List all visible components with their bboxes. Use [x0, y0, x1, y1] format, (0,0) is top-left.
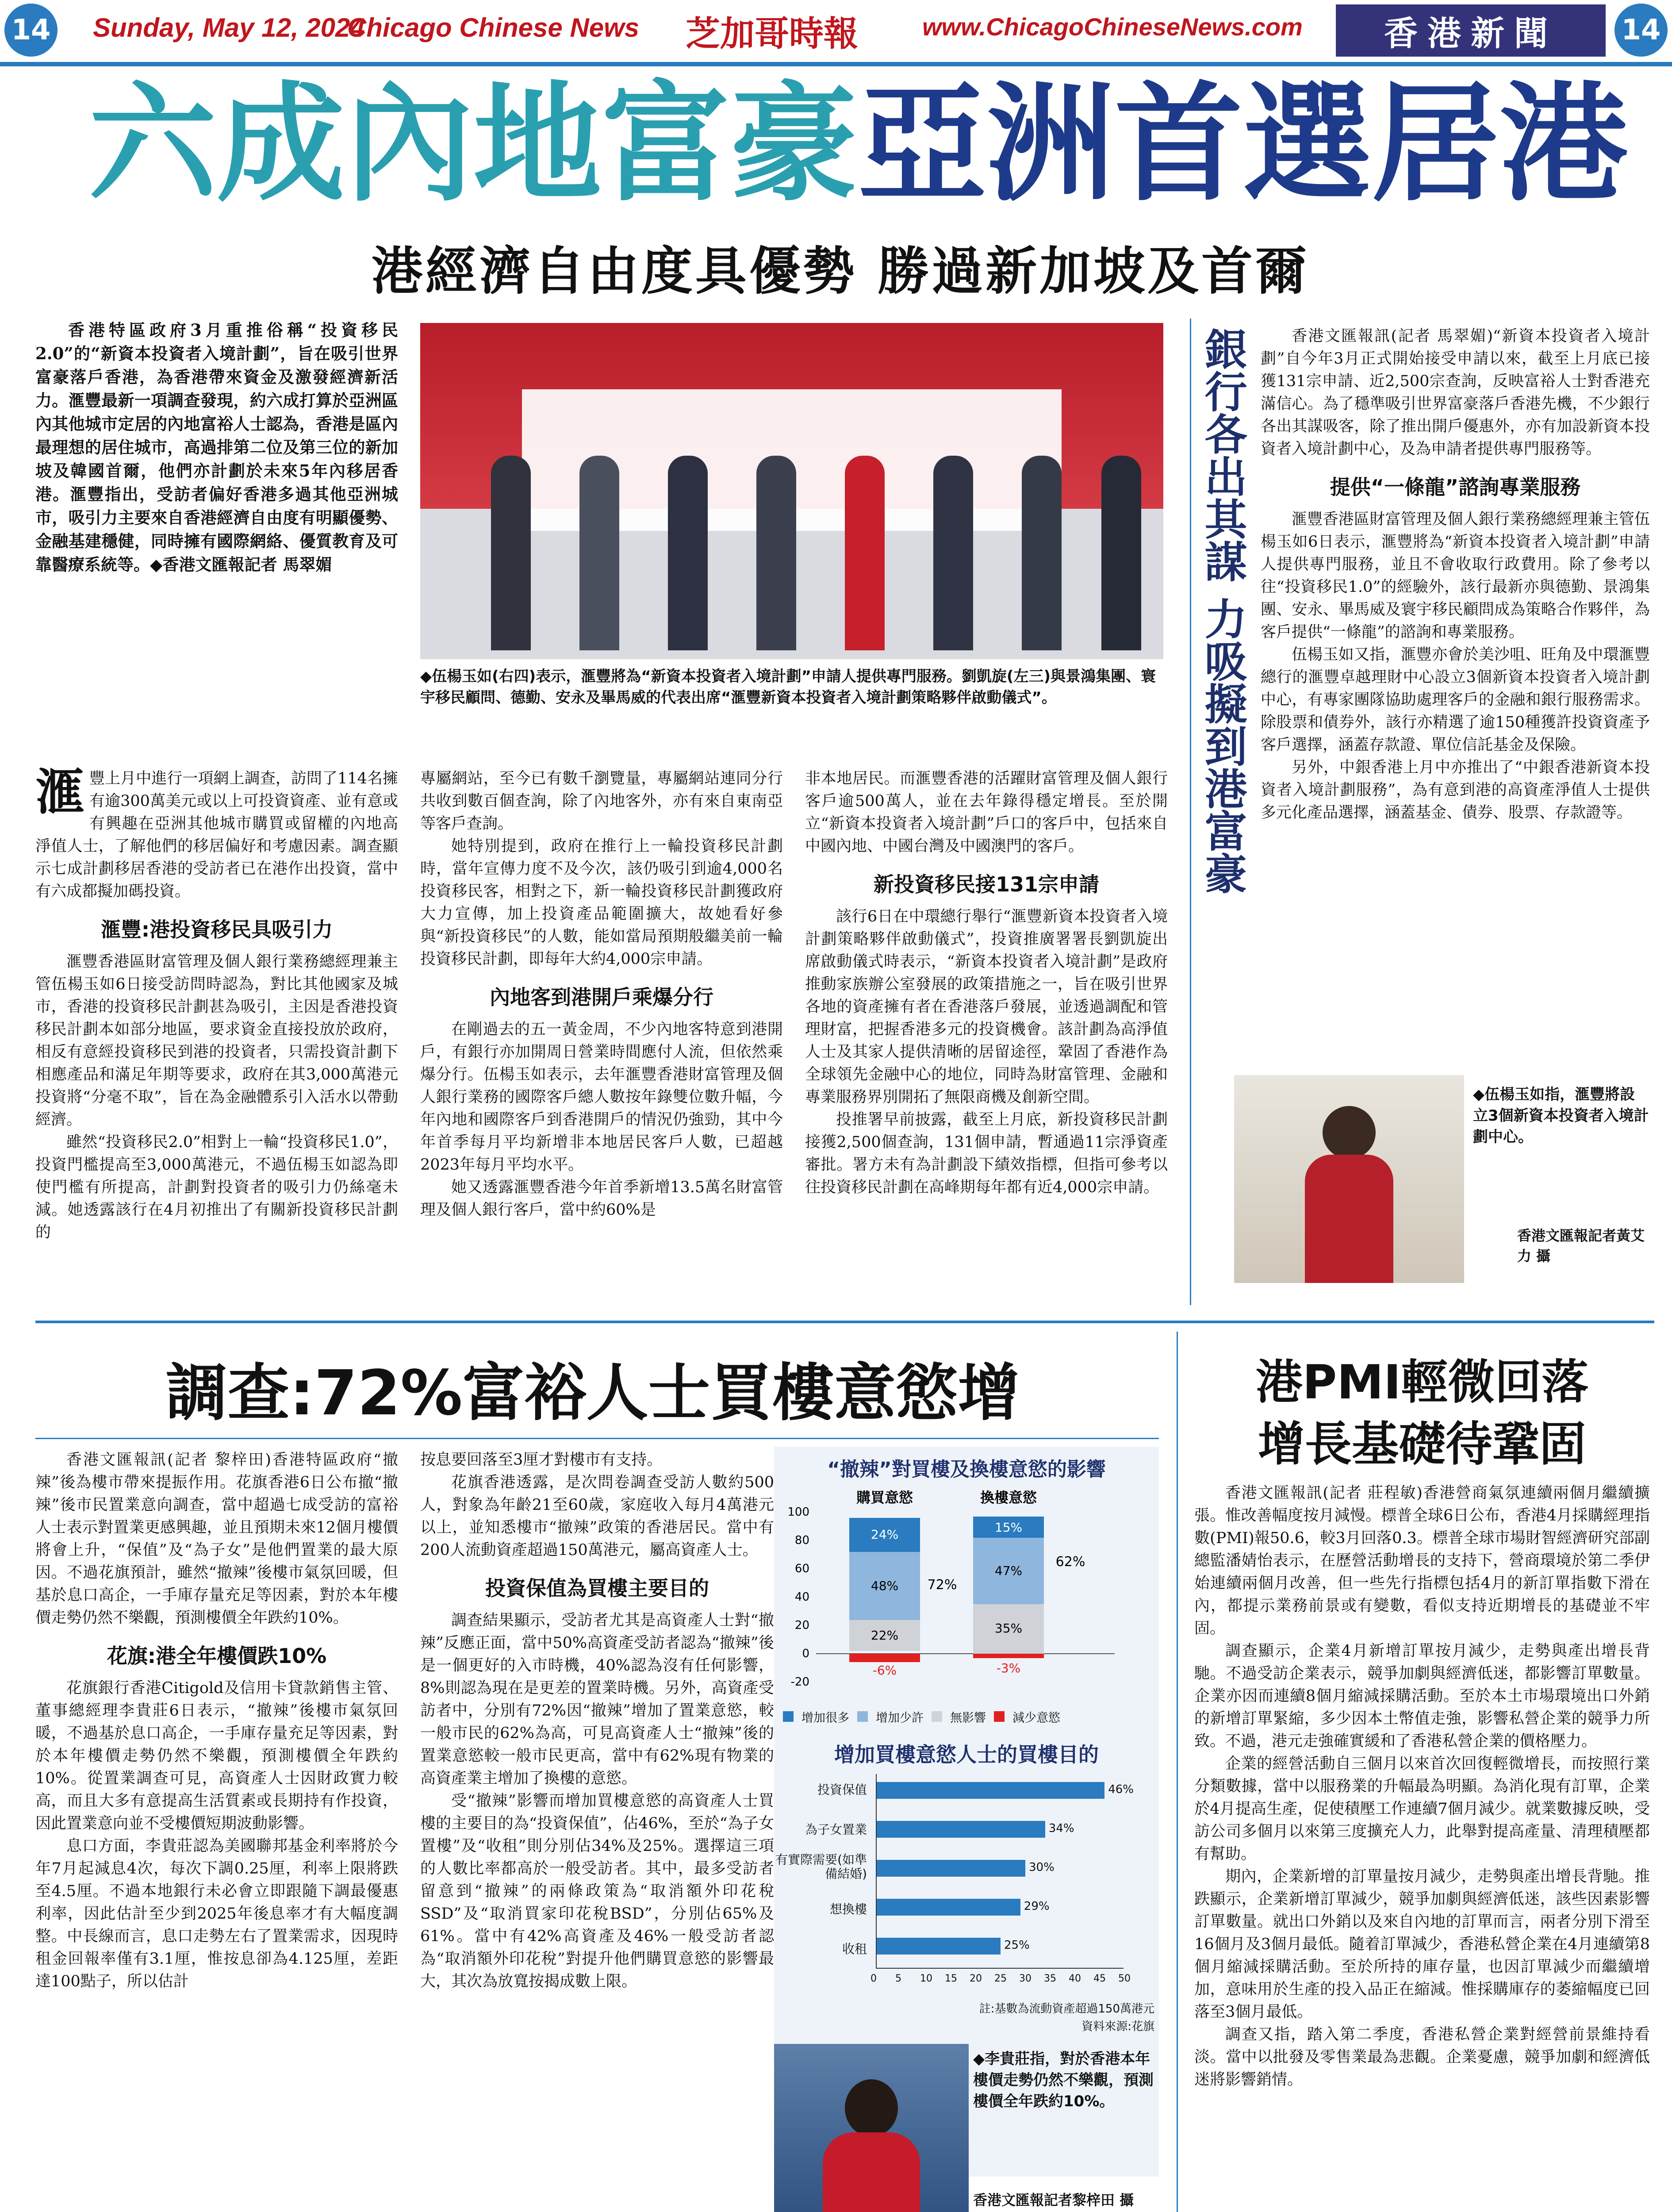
legend-swatch: [994, 1711, 1005, 1722]
chart1-buy-value: 48%: [871, 1578, 899, 1593]
person: [1022, 456, 1062, 650]
chart2-xtick: 20: [970, 1973, 982, 1984]
chart2-xtick: 5: [895, 1973, 901, 1984]
newspaper-name-cn: 芝加哥時報: [686, 14, 859, 54]
chart1-buy-value: 24%: [871, 1527, 899, 1542]
lead-intro-text: 香港特區政府3月重推俗稱“投資移民2.0”的“新資本投資者入境計劃”，旨在吸引世界富豪落戶香港，為香港帶來資金及激發經濟新活力。滙豐最新一項調查發現，約六成打算於亞洲區內其他城市定居的內地富裕人士認為，香港是區內最理想的居住城市，高過排第二位及第三位的新加坡及韓國首爾，他們亦計劃於未來5年內移居香港。滙豐指出，受訪者偏好香港多過其他亞洲城市，吸引力主要來自香港經濟自由度有明顯優勢、金融基建穩健，同時擁有國際網絡、優質教育及可靠醫療系統等。◆香港文匯報記者 馬翠媚: [35, 320, 398, 574]
chart1-ytick: 80: [794, 1534, 809, 1547]
chart1-ytick: 20: [794, 1619, 809, 1632]
pmi-paragraph: 調查又指，踏入第二季度，香港私營企業對經營前景維持看淡。當中以批發及零售業最為悲觀。企業憂慮，競爭加劇和經濟低迷將影響銷情。: [1194, 2026, 1650, 2089]
chart2-source: 資料來源:花旗: [1081, 2020, 1154, 2033]
lead-paragraph: 滙豐香港區財富管理及個人銀行業務總經理兼主管伍楊玉如6日接受訪問時認為，對比其他國家及城市，香港的投資移民計劃甚為吸引，主因是香港投資移民計劃本如部分地區，要求資金直接投放於政府，相反有意經投資移民到港的投資者，只需投資計劃下相應產品和滿足年期等要求，政府在其3,000萬港元投資將“分毫不取”，旨在為金融體系引入活水以帶動經濟。: [35, 953, 398, 1129]
chart2-xtick: 0: [871, 1973, 877, 1984]
side-divider: [1190, 319, 1191, 1305]
drop-cap: 滙: [35, 763, 85, 821]
chart2-bar: [877, 1821, 1045, 1838]
lead-body-col1: [35, 763, 398, 1298]
chart1-swap-value: -3%: [996, 1661, 1021, 1675]
legend-entry: 增加很多: [801, 1711, 849, 1725]
page-number-left: 14: [4, 4, 58, 57]
side-subhead: 提供“一條龍”諮詢專業服務: [1330, 475, 1581, 499]
lead-headline: [88, 69, 1628, 219]
survey-paragraph: 花旗銀行香港Citigold及信用卡貸款銷售主管、董事總經理李貴莊6日表示，“撤辣”後樓市氣氛回暖，不過基於息口高企，一手庫存量充足等因素，對於本年樓價走勢仍然不樂觀，預測樓價全年跌約10%。從置業調查可見，高資產人士因財政實力較高，而且大多有意提高生活質素或長期持有作投資，因此置業意向並不受樓價短期波動影響。: [35, 1679, 398, 1832]
chart1-ytick: 40: [794, 1590, 809, 1604]
chart2-plot: [876, 1774, 1134, 1969]
page-number-right: 14: [1614, 4, 1668, 57]
chart1-buy-value: 22%: [871, 1628, 899, 1643]
person: [756, 456, 796, 650]
chart2-xaxis: [871, 1973, 1131, 1991]
person: [491, 456, 531, 650]
chart2-xtick: 50: [1118, 1973, 1131, 1984]
side-paragraph: 香港文匯報訊(記者 馬翠媚)“新資本投資者入境計劃”自今年3月正式開始接受申請以來，截至上月底已接獲131宗申請、近2,500宗查詢，反映富裕人士對香港充滿信心。為了穩準吸引世界富豪落戶香港先機，不少銀行各出其謀吸客，除了推出開戶優惠外，亦有加設新資本投資者入境計劃中心，及為申請者提供專門服務等。: [1261, 327, 1650, 458]
chart1-buy-label: 購買意慾: [856, 1489, 913, 1506]
chart2-categories: [775, 1774, 871, 1969]
legend-swatch: [783, 1711, 794, 1722]
pmi-headline-1: 港PMI輕微回落: [1255, 1355, 1589, 1409]
pmi-divider: [1177, 1332, 1178, 2212]
lead-paragraph: 在剛過去的五一黃金周，不少內地客特意到港開戶，有銀行亦加開周日營業時間應付人流，但依然乘爆分行。伍楊玉如表示，去年滙豐香港財富管理及個人銀行業務的國際客戶總人數按年錄雙位數升幅，今年內地和國際客戶到香港開戶的情況仍強勁，其中今年首季每月平均新增非本地居民客戶人數，已超越2023年每月平均水平。: [420, 1021, 783, 1174]
lead-paragraph: 專屬網站，至今已有數千瀏覽量，專屬網站連同分行共收到數百個查詢，除了內地客外，亦有來自東南亞等客戶查詢。: [420, 770, 783, 833]
chart1-ytick: 60: [794, 1562, 809, 1575]
chart1-swap-value: 35%: [994, 1621, 1023, 1636]
lead-photo: [420, 323, 1163, 659]
survey-paragraph: 香港文匯報訊(記者 黎梓田)香港特區政府“撤辣”後為樓市帶來提振作用。花旗香港6日公布撤“撤辣”後市民置業意向調查，當中超過七成受訪的富裕人士表示對置業更感興趣，並且預期未來12個月樓價將會上升，“保值”及“為子女”是他們置業的最大原因。不過花旗預計，雖然“撤辣”後樓市氣氛回暖，但基於息口高企，一手庫存量充足等因素，對於本年樓價走勢仍然不樂觀，預測樓價全年跌約10%。: [35, 1451, 398, 1627]
chart2-xtick: 45: [1093, 1973, 1106, 1984]
chart2-category-label: 為子女置業: [805, 1822, 867, 1837]
chart2-title: 增加買樓意慾人士的買樓目的: [834, 1743, 1099, 1767]
lead-paragraph: 非本地居民。而滙豐香港的活躍財富管理及個人銀行客戶逾500萬人，並在去年錄得穩定增長。至於開立“新資本投資者入境計劃”戶口的客戶中，包括來自中國內地、中國台灣及中國澳門的客戶。: [805, 770, 1168, 855]
lead-body-col2: [420, 768, 783, 1298]
chart1-legend: [783, 1705, 1154, 1728]
survey-photo-credit: 香港文匯報記者黎梓田 攝: [973, 2192, 1134, 2208]
survey-subhead-2: 投資保值為買樓主要目的: [485, 1576, 709, 1600]
survey-photo: [774, 2044, 969, 2212]
pmi-paragraph: 香港文匯報訊(記者 莊程敏)香港營商氣氛連續兩個月繼續擴張。惟改善幅度按月減慢。標普全球6日公布，香港4月採購經理指數(PMI)報50.6，較3月回落0.3。標普全球市場財智經濟研究部副總監潘婧怡表示，在歷營活動增長的支持下，營商環境於第二季伊始連續兩個月改善，但一些先行指標包括4月的新訂單指數下滑在內，都提示業務前景或有變數，看似支持近期增長的基礎並不牢固。: [1194, 1484, 1650, 1637]
lead-body-col3: [805, 768, 1168, 1298]
lead-subhead-1: 滙豐:港投資移民具吸引力: [100, 918, 333, 941]
person: [933, 456, 973, 650]
pmi-paragraph: 調查顯示，企業4月新增訂單按月減少，走勢與產出增長背馳。不過受訪企業表示，競爭加劇與經濟低迷，都影響訂單數量。企業亦因而連續8個月縮減採購活動。至於本土市場環境出口外銷的新增訂單緊縮，多少因本土幣值走強，影響私營企業的競爭力所致。不過，港元走強確實緩和了香港私營企業的價格壓力。: [1194, 1642, 1650, 1750]
survey-paragraph: 花旗香港透露，是次問卷調查受訪人數約500人，對象為年齡21至60歲，家庭收入每月4萬港元以上，並知悉樓市“撤辣”政策的香港居民。當中有200人流動資產超過150萬港元，屬高資產人士。: [420, 1474, 774, 1559]
side-paragraph: 滙豐香港區財富管理及個人銀行業務總經理兼主管伍楊玉如6日表示，滙豐將為“新資本投資者入境計劃”申請人提供專門服務，並且不會收取行政費用。除了參考以往“投資移民1.0”的經驗外，該行最新亦與德勤、景鴻集團、安永、畢馬威及寰宇移民顧問成為策略合作夥伴，為客戶提供“一條龍”的諮詢和專業服務。: [1261, 511, 1650, 641]
legend-entry: 增加少許: [876, 1711, 924, 1725]
legend-entry: 無影響: [950, 1711, 986, 1725]
chart1-ytick: 100: [787, 1505, 809, 1519]
chart1-buy-total: 72%: [927, 1577, 957, 1593]
chart2-bar: [877, 1860, 1025, 1877]
person: [1101, 456, 1141, 650]
chart2: [775, 1774, 1154, 2004]
chart2-xtick: 15: [945, 1973, 957, 1984]
chart2-xtick: 25: [994, 1973, 1007, 1984]
chart2-note: 註:基數為流動資產超過150萬港元: [979, 2002, 1154, 2016]
website-link[interactable]: www.ChicagoChineseNews.com: [922, 13, 1303, 41]
lead-subhead-2: 內地客到港開戶乘爆分行: [490, 985, 713, 1009]
person-body: [823, 2132, 920, 2212]
newspaper-name: Chicago Chinese News: [347, 13, 640, 42]
chart2-value-label: 46%: [1108, 1783, 1134, 1796]
chart1-swap-value: 15%: [994, 1520, 1023, 1535]
chart1-swap-value: 47%: [994, 1563, 1023, 1578]
chart1-buy-segment-less: [849, 1654, 920, 1662]
chart2-value-label: 25%: [1004, 1939, 1030, 1952]
chart2-category-label: 投資保值: [817, 1782, 867, 1797]
chart1-buy-value: -6%: [872, 1663, 897, 1678]
person-body: [1305, 1155, 1393, 1283]
side-paragraph: 另外，中銀香港上月中亦推出了“中銀香港新資本投資者入境計劃服務”，為有意到港的高資產淨值人士提供多元化產品選擇，涵蓋基金、債券、股票、存款證等。: [1261, 759, 1650, 822]
legend-swatch: [857, 1711, 868, 1722]
lead-subheadline: 港經濟自由度具優勢 勝過新加坡及首爾: [371, 242, 1310, 301]
lead-paragraph: 雖然“投資移民2.0”相對上一輪“投資移民1.0”，投資門檻提高至3,000萬港元，不過伍楊玉如認為即使門檻有所提高，計劃對投資者的吸引力仍絲毫未減。她透露該行在4月初推出了有關新投資移民計劃的: [35, 1133, 398, 1241]
person: [579, 456, 619, 650]
issue-date: Sunday, May 12, 2024: [93, 13, 365, 42]
lead-headline-part-b: 亞洲首選居港: [858, 69, 1628, 219]
page-header: [0, 0, 1672, 66]
lead-paragraph: 她特別提到，政府在推行上一輪投資移民計劃時，當年宣傳力度不及今次，該仍吸引到逾4,000名投資移民客，相對之下，新一輪投資移民計劃獲政府大力宣傳，加上投資產品範圍擴大，故她看好參與“新投資移民”的人數，能如當局預期般繼美前一輪投資移民計劃，即每年大約4,000宗申請。: [420, 837, 783, 968]
chart2-xtick: 30: [1019, 1973, 1032, 1984]
chart1-swap-label: 換樓意慾: [980, 1489, 1037, 1506]
survey-col2: [420, 1449, 774, 2212]
survey-photo-caption: ◆李貴莊指，對於香港本年樓價走勢仍然不樂觀，預測樓價全年跌約10%。: [973, 2050, 1154, 2110]
person-head: [1323, 1106, 1376, 1159]
legend-swatch: [932, 1711, 942, 1722]
lead-headline-part-a: 六成內地富豪: [88, 69, 858, 219]
chart1-swap-total: 62%: [1055, 1554, 1085, 1570]
survey-paragraph: 息口方面，李貴莊認為美國聯邦基金利率將於今年7月起減息4次，每次下調0.25厘，利率上限將跌至4.5厘。不過本地銀行未必會立即跟隨下調最優惠利率，因此估計至少到2025年後息率才有大幅度調整。中長線而言，息口走勢左右了置業需求，因現時租金回報率僅有3.1厘，惟按息卻為4.125厘，差距達100點子，所以估計: [35, 1837, 398, 1990]
pmi-body: [1194, 1482, 1650, 2212]
lead-paragraph: 她又透露滙豐香港今年首季新增13.5萬名財富管理及個人銀行客戶，當中約60%是: [420, 1179, 783, 1219]
chart2-value-label: 30%: [1029, 1861, 1055, 1874]
chart1-title: “撤辣”對買樓及換樓意慾的影響: [827, 1458, 1106, 1481]
pmi-paragraph: 企業的經營活動自三個月以來首次回復輕微增長，而按照行業分類數據，當中以服務業的升幅最為明顯。為消化現有訂單，企業於4月提高生產，促使積壓工作連續7個月減少。就業數據反映，受訪公司多個月以來第三度擴充人力，此舉對提高產量、清理積壓都有幫助。: [1194, 1755, 1650, 1863]
legend-entry: 減少意慾: [1012, 1711, 1060, 1725]
chart1-svg: [778, 1486, 1154, 1699]
person-head: [845, 2079, 898, 2137]
side-headline: 銀行各出其謀 力吸擬到港富豪: [1198, 327, 1247, 895]
chart2-value-label: 29%: [1024, 1900, 1050, 1913]
side-photo: [1234, 1075, 1464, 1283]
pmi-headline-2: 增長基礎待鞏固: [1258, 1417, 1586, 1471]
side-photo-credit: 香港文匯報記者黃艾力 攝: [1517, 1227, 1645, 1264]
lead-subhead-3: 新投資移民接131宗申請: [873, 872, 1100, 896]
survey-subhead-1: 花旗:港全年樓價跌10%: [107, 1644, 327, 1668]
section-rule: [35, 1321, 1654, 1323]
lead-paragraph: 豐上月中進行一項網上調查，訪問了114名擁有逾300萬美元或以上可投資資產、並有意或有興趣在亞洲其他城市購買或留權的內地高淨值人士，了解他們的移居偏好和考慮因素。調查顯示七成計劃移居香港的受訪者已在港作出投資，當中有六成都擬加碼投資。: [35, 770, 398, 900]
survey-headline: 調查:72%富裕人士買樓意慾增: [165, 1357, 1020, 1429]
person: [845, 456, 885, 650]
side-photo-caption: ◆伍楊玉如指，滙豐將設立3個新資本投資者入境計劃中心。: [1473, 1086, 1649, 1146]
chart1-ytick: 0: [802, 1647, 809, 1660]
chart2-xtick: 35: [1044, 1973, 1056, 1984]
lead-photo-caption: ◆伍楊玉如(右四)表示，滙豐將為“新資本投資者入境計劃”申請人提供專門服務。劉凱旋(左三)與景鴻集團、寰宇移民顧問、德勤、安永及畢馬威的代表出席“滙豐新資本投資者入境計劃策略夥伴啟動儀式”。: [420, 668, 1156, 707]
chart2-value-label: 34%: [1048, 1822, 1074, 1835]
lead-paragraph: 投推署早前披露，截至上月底，新投資移民計劃接獲2,500個查詢，131個申請，暫通過11宗淨資產審批。署方未有為計劃設下績效指標，但指可參考以往投資移民計劃在高峰期每年都有近4,000宗申請。: [805, 1111, 1168, 1196]
chart2-bar: [877, 1782, 1104, 1799]
person: [668, 456, 708, 650]
survey-rule: [35, 1438, 1159, 1439]
survey-paragraph: 按息要回落至3厘才對樓市有支持。: [420, 1451, 663, 1469]
survey-paragraph: 受“撤辣”影響而增加買樓意慾的高資產人士買樓的主要目的為“投資保值”，佔46%，至於“為子女置樓”及“收租”則分別佔34%及25%。選擇這三項的人數比率都高於一般受訪者。其中，最多受訪者留意到“撤辣”的兩條政策為“取消額外印花稅SSD”及“取消買家印花稅BSD”，分別佔65%及61%。當中有42%高資產及46%一般受訪者認為“取消額外印花稅”對提升他們購買意慾的影響最大，其次為放寬按揭成數上限。: [420, 1792, 774, 1990]
chart2-xtick: 10: [920, 1973, 932, 1984]
lead-paragraph: 該行6日在中環總行舉行“滙豐新資本投資者入境計劃策略夥伴啟動儀式”，投資推廣署署長劉凱旋出席啟動儀式時表示，“新資本投資者入境計劃”是政府推動家族辦公室發展的政策措施之一，旨在吸引世界各地的資產擁有者在香港落戶發展，並透過調配和管理財富，把握香港多元的投資機會。該計劃為高淨值人士及其家人提供清晰的居留途徑，鞏固了香港作為全球領先金融中心的地位，同時為財富管理、金融和專業服務界別開拓了無限商機及創新空間。: [805, 908, 1168, 1106]
chart1-ytick: -20: [790, 1675, 809, 1689]
pmi-paragraph: 期內，企業新增的訂單量按月減少，走勢與產出增長背馳。推跌顯示，企業新增訂單減少，競爭加劇與經濟低迷，該些因素影響訂單數量。就出口外銷以及來自內地的訂單而言，兩者分別下滑至16個月及3個月最低。隨着訂單減少，香港私營企業在4月連續第8個月縮減採購活動。至於所持的庫存量，也因訂單減少而繼續增加，意味用於生產的投入品正在縮減。惟採購庫存的萎縮幅度已回落至3個月最低。: [1194, 1868, 1650, 2021]
survey-paragraph: 調查結果顯示，受訪者尤其是高資產人士對“撤辣”反應正面，當中50%高資產受訪者認為“撤辣”後是一個更好的入市時機，40%認為沒有任何影響，8%則認為現在是更差的置業時機。另外，高資產受訪者中，分別有72%因“撤辣”增加了置業意慾，較一般市民的62%為高，可見高資產人士“撤辣”後的置業意慾較一般市民更高，當中有62%現有物業的高資產業主增加了換樓的意慾。: [420, 1612, 774, 1787]
chart1-swap-segment-less: [973, 1654, 1044, 1658]
section-label: 香港新聞: [1336, 4, 1606, 57]
chart2-category-label: 想換樓: [829, 1902, 867, 1916]
chart2-category-label: 收租: [842, 1942, 867, 1956]
side-paragraph: 伍楊玉如又指，滙豐亦會於美沙咀、旺角及中環滙豐總行的滙豐卓越理財中心設立3個新資本投資者入境計劃中心，有專家團隊協助處理客戶的金融和銀行服務需求。除股票和債券外，該行亦精選了逾150種獲許投資資產予客戶選擇，涵蓋存款證、單位信託基金及保險。: [1261, 646, 1650, 754]
chart2-bar: [877, 1938, 1001, 1955]
chart2-xtick: 40: [1069, 1973, 1081, 1984]
chart2-category-label: 有實際需要(如準備結婚): [775, 1852, 867, 1881]
chart2-bar: [877, 1899, 1020, 1916]
survey-col1: [35, 1449, 398, 2212]
side-body: [1261, 325, 1650, 1060]
lead-intro: [35, 319, 398, 761]
